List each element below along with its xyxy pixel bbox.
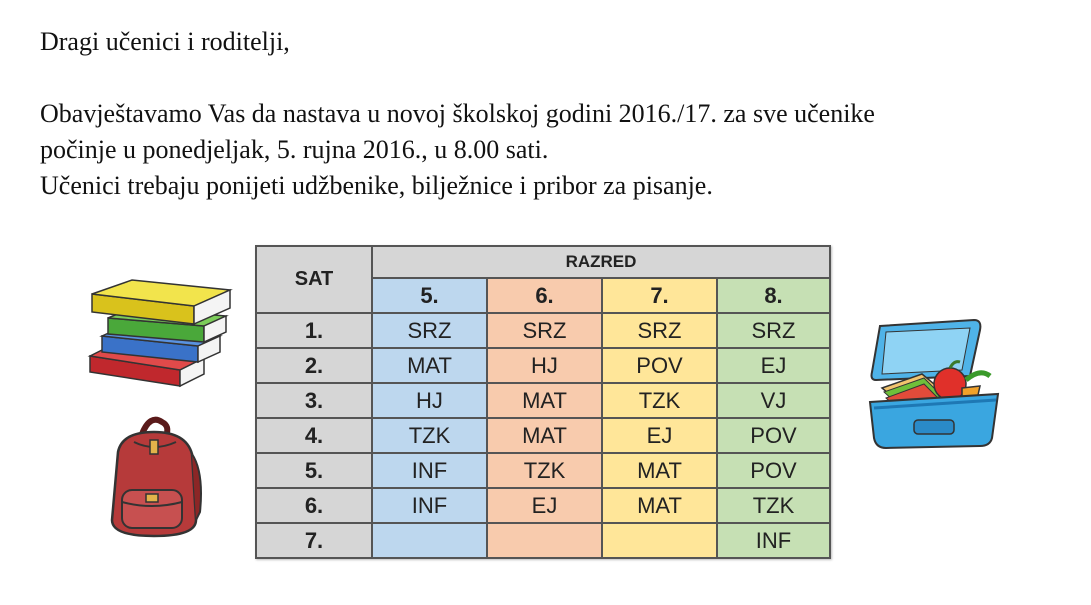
sat-header: SAT	[256, 246, 372, 313]
table-row	[256, 488, 830, 523]
subject-cell: TZK	[717, 488, 830, 523]
subject-cell: MAT	[487, 383, 602, 418]
announcement-line-1: Obavještavamo Vas da nastava u novoj školskoj godini 2016./17. za sve učenike	[40, 99, 875, 128]
announcement	[40, 96, 1080, 204]
subject-cell	[602, 523, 717, 558]
subject-cell: TZK	[372, 418, 487, 453]
table-row	[256, 313, 830, 348]
subject-cell: SRZ	[602, 313, 717, 348]
table-row	[256, 348, 830, 383]
subject-cell	[487, 523, 602, 558]
subject-cell: EJ	[602, 418, 717, 453]
subject-cell: VJ	[717, 383, 830, 418]
subject-cell: HJ	[372, 383, 487, 418]
table-row	[256, 383, 830, 418]
grade-header-7: 7.	[602, 278, 717, 313]
grade-header-8: 8.	[717, 278, 830, 313]
period-cell: 6.	[256, 488, 372, 523]
subject-cell: MAT	[602, 488, 717, 523]
period-cell: 7.	[256, 523, 372, 558]
table-row	[256, 453, 830, 488]
period-cell: 4.	[256, 418, 372, 453]
announcement-line-2: počinje u ponedjeljak, 5. rujna 2016., u 8.00 sati.	[40, 135, 549, 164]
grade-header-5: 5.	[372, 278, 487, 313]
backpack-icon	[100, 412, 210, 542]
greeting: Dragi učenici i roditelji,	[40, 27, 290, 56]
schedule-table-wrap	[255, 245, 831, 559]
subject-cell: SRZ	[372, 313, 487, 348]
announcement-line-3: Učenici trebaju ponijeti udžbenike, bilježnice i pribor za pisanje.	[40, 171, 713, 200]
letter	[40, 26, 1080, 204]
subject-cell: INF	[372, 453, 487, 488]
subject-cell: MAT	[602, 453, 717, 488]
subject-cell: MAT	[372, 348, 487, 383]
period-cell: 1.	[256, 313, 372, 348]
subject-cell: HJ	[487, 348, 602, 383]
subject-cell: INF	[717, 523, 830, 558]
razred-header: RAZRED	[372, 246, 830, 278]
schedule-body	[256, 313, 830, 558]
subject-cell	[372, 523, 487, 558]
subject-cell: MAT	[487, 418, 602, 453]
subject-cell: EJ	[487, 488, 602, 523]
subject-cell: EJ	[717, 348, 830, 383]
lunchbox-icon	[862, 318, 1007, 453]
subject-cell: TZK	[487, 453, 602, 488]
subject-cell: POV	[717, 453, 830, 488]
subject-cell: INF	[372, 488, 487, 523]
subject-cell: SRZ	[487, 313, 602, 348]
period-cell: 2.	[256, 348, 372, 383]
period-cell: 5.	[256, 453, 372, 488]
period-cell: 3.	[256, 383, 372, 418]
subject-cell: POV	[602, 348, 717, 383]
schedule-table	[255, 245, 831, 559]
table-row	[256, 418, 830, 453]
subject-cell: SRZ	[717, 313, 830, 348]
grade-header-6: 6.	[487, 278, 602, 313]
table-row	[256, 523, 830, 558]
subject-cell: TZK	[602, 383, 717, 418]
books-icon	[84, 274, 234, 399]
subject-cell: POV	[717, 418, 830, 453]
